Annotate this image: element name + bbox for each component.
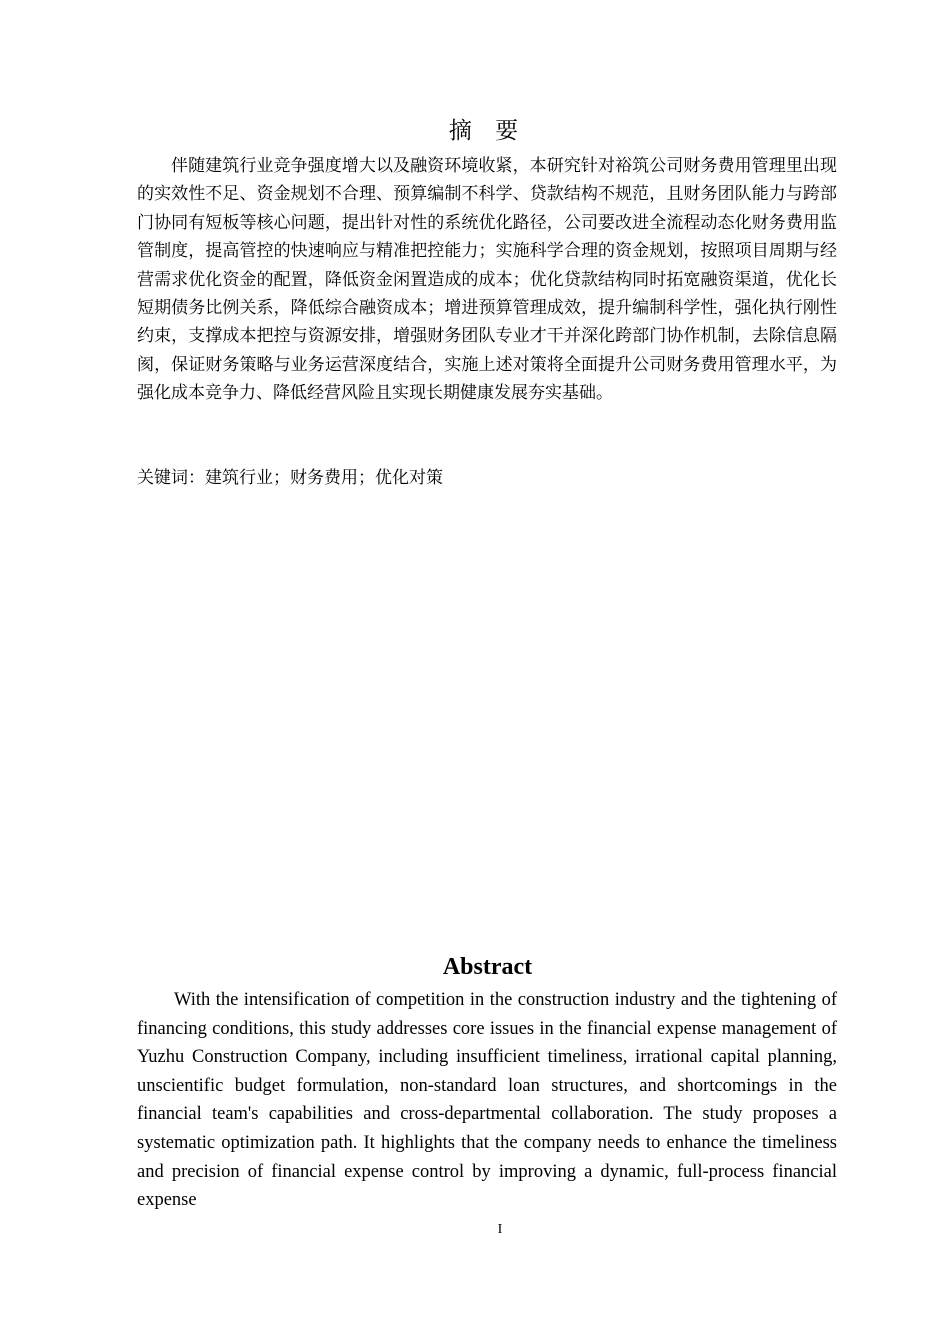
chinese-abstract-title: 摘 要 — [448, 118, 527, 144]
keywords-line — [137, 464, 837, 492]
chinese-abstract-body: 伴随建筑行业竞争强度增大以及融资环境收紧，本研究针对裕筑公司财务费用管理里出现的实效性不足、资金规划不合理、预算编制不科学、贷款结构不规范，且财务团队能力与跨部门协同有短板等核心问题，提出针对性的系统优化路径，公司要改进全流程动态化财务费用监管制度，提高管控的快速响应与精准把控能力；实施科学合理的资金规划，按照项目周期与经营需求优化资金的配置，降低资金闲置造成的成本；优化贷款结构同时拓宽融资渠道，优化长短期债务比例关系，降低综合融资成本；增进预算管理成效，提升编制科学性，强化执行刚性约束，支撑成本把控与资源安排，增强财务团队专业才干并深化跨部门协作机制，去除信息隔阂，保证财务策略与业务运营深度结合，实施上述对策将全面提升公司财务费用管理水平，为强化成本竞争力、降低经营风险且实现长期健康发展夯实基础。 — [137, 156, 837, 404]
page-number: I — [497, 1222, 503, 1237]
keywords-label: 关键词： — [137, 468, 205, 488]
english-abstract-title: Abstract — [442, 954, 533, 980]
english-abstract-body: With the intensification of competition in the construction industry and the tightening of financing conditions, this study addresses core issues in the financial expense management of Yuzhu Construction Company, including insufficient timeliness, irrational capital planning, unscientific budget formulation, non-standard loan structures, and shortcomings in the financial team's capabilities and cross-departmental collaboration. The study proposes a systematic optimization path. It highlights that the company needs to enhance the timeliness and precision of financial expense control by improving a dynamic, full-process financial expense — [137, 990, 837, 1211]
keywords-text: 建筑行业；财务费用；优化对策 — [205, 468, 443, 488]
